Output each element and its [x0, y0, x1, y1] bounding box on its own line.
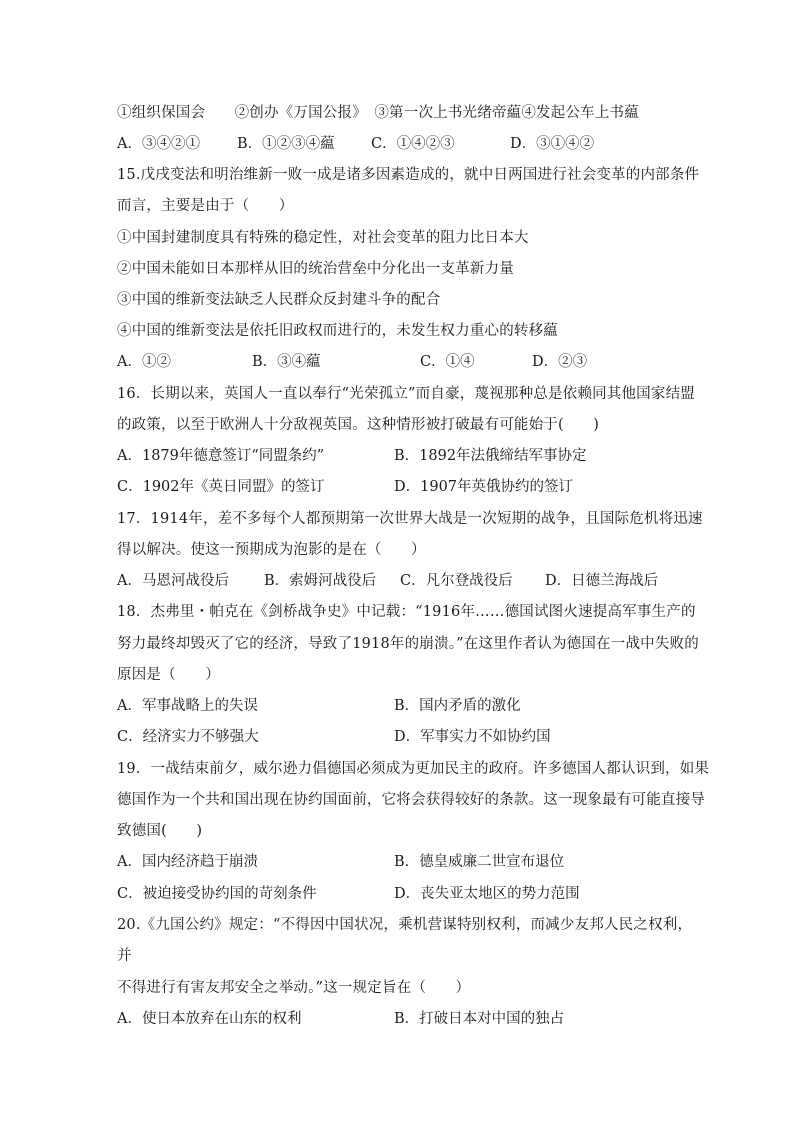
q19-stem-line1: 19．一战结束前夕，威尔逊力倡德国必须成为更加民主的政府。许多德国人都认识到，如果 — [117, 761, 710, 777]
q15-option-c[interactable]: C．①④ — [420, 354, 475, 370]
q20-stem-line2: 并 — [117, 948, 132, 964]
q19-stem-line3: 致德国( ) — [117, 823, 203, 839]
q17-stem-line1: 17．1914年，差不多每个人都预期第一次世界大战是一次短期的战争，且国际危机将迅速 — [117, 511, 703, 527]
q15-option-a[interactable]: A．①② — [117, 354, 171, 370]
q14-option-a[interactable]: A．③④②① — [117, 136, 200, 152]
q17-stem-line2: 得以解决。使这一预期成为泡影的是在（ ） — [117, 542, 426, 558]
q19-option-b[interactable]: B．德皇威廉二世宣布退位 — [394, 854, 565, 870]
q20-stem-line1: 20.《九国公约》规定：“不得因中国状况，乘机营谋特别权利，而减少友邦人民之权利， — [117, 917, 693, 933]
q18-option-a[interactable]: A．军事战略上的失误 — [117, 698, 258, 714]
q16-option-d[interactable]: D．1907年英俄协约的签订 — [394, 479, 574, 495]
q16-option-b[interactable]: B．1892年法俄缔结军事协定 — [394, 448, 587, 464]
q15-statement-2: ②中国未能如日本那样从旧的统治营垒中分化出一支革新力量 — [117, 261, 514, 277]
q18-option-d[interactable]: D．军事实力不如协约国 — [394, 729, 551, 745]
q15-stem-line2: 而言，主要是由于（ ） — [117, 198, 294, 214]
q20-option-b[interactable]: B．打破日本对中国的独占 — [394, 1011, 565, 1027]
q18-option-b[interactable]: B．国内矛盾的激化 — [394, 698, 521, 714]
q16-option-c[interactable]: C．1902年《英日同盟》的签订 — [117, 479, 325, 495]
q17-option-a[interactable]: A．马恩河战役后 — [117, 573, 229, 589]
q15-statement-3: ③中国的维新变法缺乏人民群众反封建斗争的配合 — [117, 292, 441, 308]
q18-stem-line3: 原因是（ ） — [117, 667, 220, 683]
q19-option-a[interactable]: A．国内经济趋于崩溃 — [117, 854, 258, 870]
q17-option-b[interactable]: B．索姆河战役后 — [264, 573, 377, 589]
q15-statement-4: ④中国的维新变法是依托旧政权而进行的，未发生权力重心的转移藴 — [117, 323, 558, 339]
q15-statement-1: ①中国封建制度具有特殊的稳定性，对社会变革的阻力比日本大 — [117, 230, 529, 246]
q15-option-d[interactable]: D．②③ — [532, 354, 588, 370]
q15-option-b[interactable]: B．③④藴 — [252, 354, 321, 370]
q17-option-c[interactable]: C．凡尔登战役后 — [400, 573, 513, 589]
q18-option-c[interactable]: C．经济实力不够强大 — [117, 729, 259, 745]
q15-stem-line1: 15.戊戌变法和明治维新一败一成是诸多因素造成的，就中日两国进行社会变革的内部条件 — [117, 167, 700, 183]
q16-stem-line2: 的政策，以至于欧洲人十分敌视英国。这种情形被打破最有可能始于( ) — [117, 417, 600, 433]
q14-option-b[interactable]: B．①②③④藴 — [237, 136, 335, 152]
q20-option-a[interactable]: A．使日本放弃在山东的权利 — [117, 1011, 302, 1027]
q19-stem-line2: 德国作为一个共和国出现在协约国面前，它将会获得较好的条款。这一现象最有可能直接导 — [117, 792, 705, 808]
q18-stem-line2: 努力最终却毁灭了它的经济，导致了1918年的崩溃。”在这里作者认为德国在一战中失败的 — [117, 636, 699, 652]
q17-option-d[interactable]: D．日德兰海战后 — [545, 573, 659, 589]
q16-option-a[interactable]: A．1879年德意签订“同盟条约” — [117, 448, 325, 464]
q14-option-d[interactable]: D．③①④② — [510, 136, 595, 152]
q19-option-d[interactable]: D．丧失亚太地区的势力范围 — [394, 886, 580, 902]
q19-option-c[interactable]: C．被迫接受协约国的苛刻条件 — [117, 886, 317, 902]
q20-stem-line3: 不得进行有害友邦安全之举动。”这一规定旨在（ ） — [117, 980, 471, 996]
q16-stem-line1: 16．长期以来，英国人一直以奉行“光荣孤立”而自豪，蔑视那种总是依赖同其他国家结盟 — [117, 386, 695, 402]
q18-stem-line1: 18．杰弗里・帕克在《剑桥战争史》中记载：“1916年……德国试图火速提高军事生产的 — [117, 604, 696, 620]
q14-option-c[interactable]: C．①④②③ — [371, 136, 455, 152]
q14-statements: ①组织保国会 ②创办《万国公报》 ③第一次上书光绪帝藴④发起公车上书藴 — [117, 105, 639, 121]
